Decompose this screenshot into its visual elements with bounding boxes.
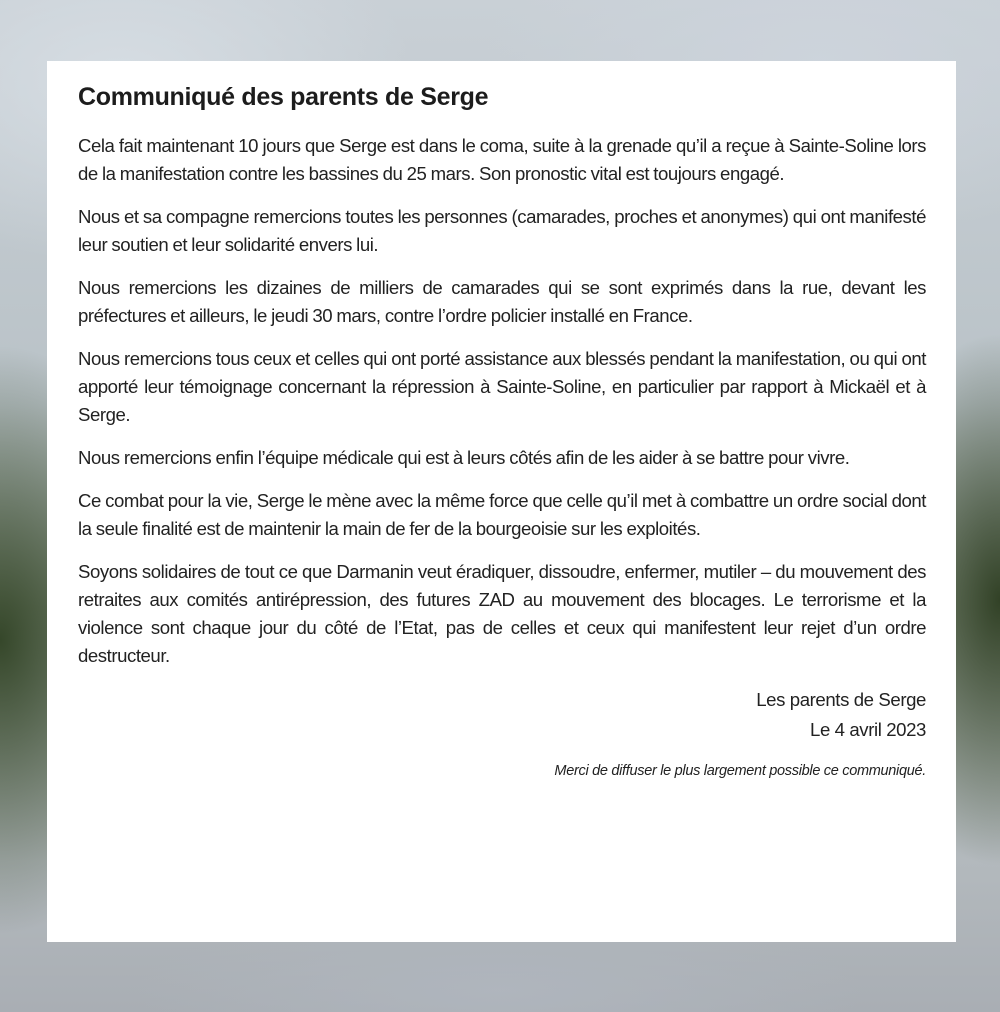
- statement-title: Communiqué des parents de Serge: [78, 83, 489, 111]
- statement-card: [47, 61, 956, 942]
- paragraph-5: Nous remercions enfin l’équipe médicale qui est à leurs côtés afin de les aider à se battre pour vivre.: [78, 447, 850, 468]
- footer-note: Merci de diffuser le plus largement possible ce communiqué.: [554, 763, 926, 779]
- signature-date: Le 4 avril 2023: [810, 719, 926, 740]
- paragraph-7: Soyons solidaires de tout ce que Darmanin veut éradiquer, dissoudre, enfermer, mutiler – du mouvement des retraites aux comités antirépression, des futures ZAD au mouvement des blocages. Le terrorisme et la violence sont chaque jour du côté de l’Etat, pas de celles et ceux qui manifestent leur rejet d’un ordre destructeur.: [78, 561, 926, 666]
- signature-author: Les parents de Serge: [756, 689, 926, 710]
- signature-block: [78, 685, 926, 745]
- paragraph-1: Cela fait maintenant 10 jours que Serge est dans le coma, suite à la grenade qu’il a reçue à Sainte-Soline lors de la manifestation contre les bassines du 25 mars. Son pronostic vital est toujours engagé.: [78, 135, 926, 184]
- paragraph-3: Nous remercions les dizaines de milliers de camarades qui se sont exprimés dans la rue, devant les préfectures et ailleurs, le jeudi 30 mars, contre l’ordre policier installé en France.: [78, 277, 926, 326]
- paragraph-4: Nous remercions tous ceux et celles qui ont porté assistance aux blessés pendant la manifestation, ou qui ont apporté leur témoignage concernant la répression à Sainte-Soline, en particulier par rapport à Mickaël et à Serge.: [78, 348, 926, 425]
- paragraph-2: Nous et sa compagne remercions toutes les personnes (camarades, proches et anonymes) qui ont manifesté leur soutien et leur solidarité envers lui.: [78, 206, 926, 255]
- paragraph-6: Ce combat pour la vie, Serge le mène avec la même force que celle qu’il met à combattre un ordre social dont la seule finalité est de maintenir la main de fer de la bourgeoisie sur les exploités.: [78, 490, 926, 539]
